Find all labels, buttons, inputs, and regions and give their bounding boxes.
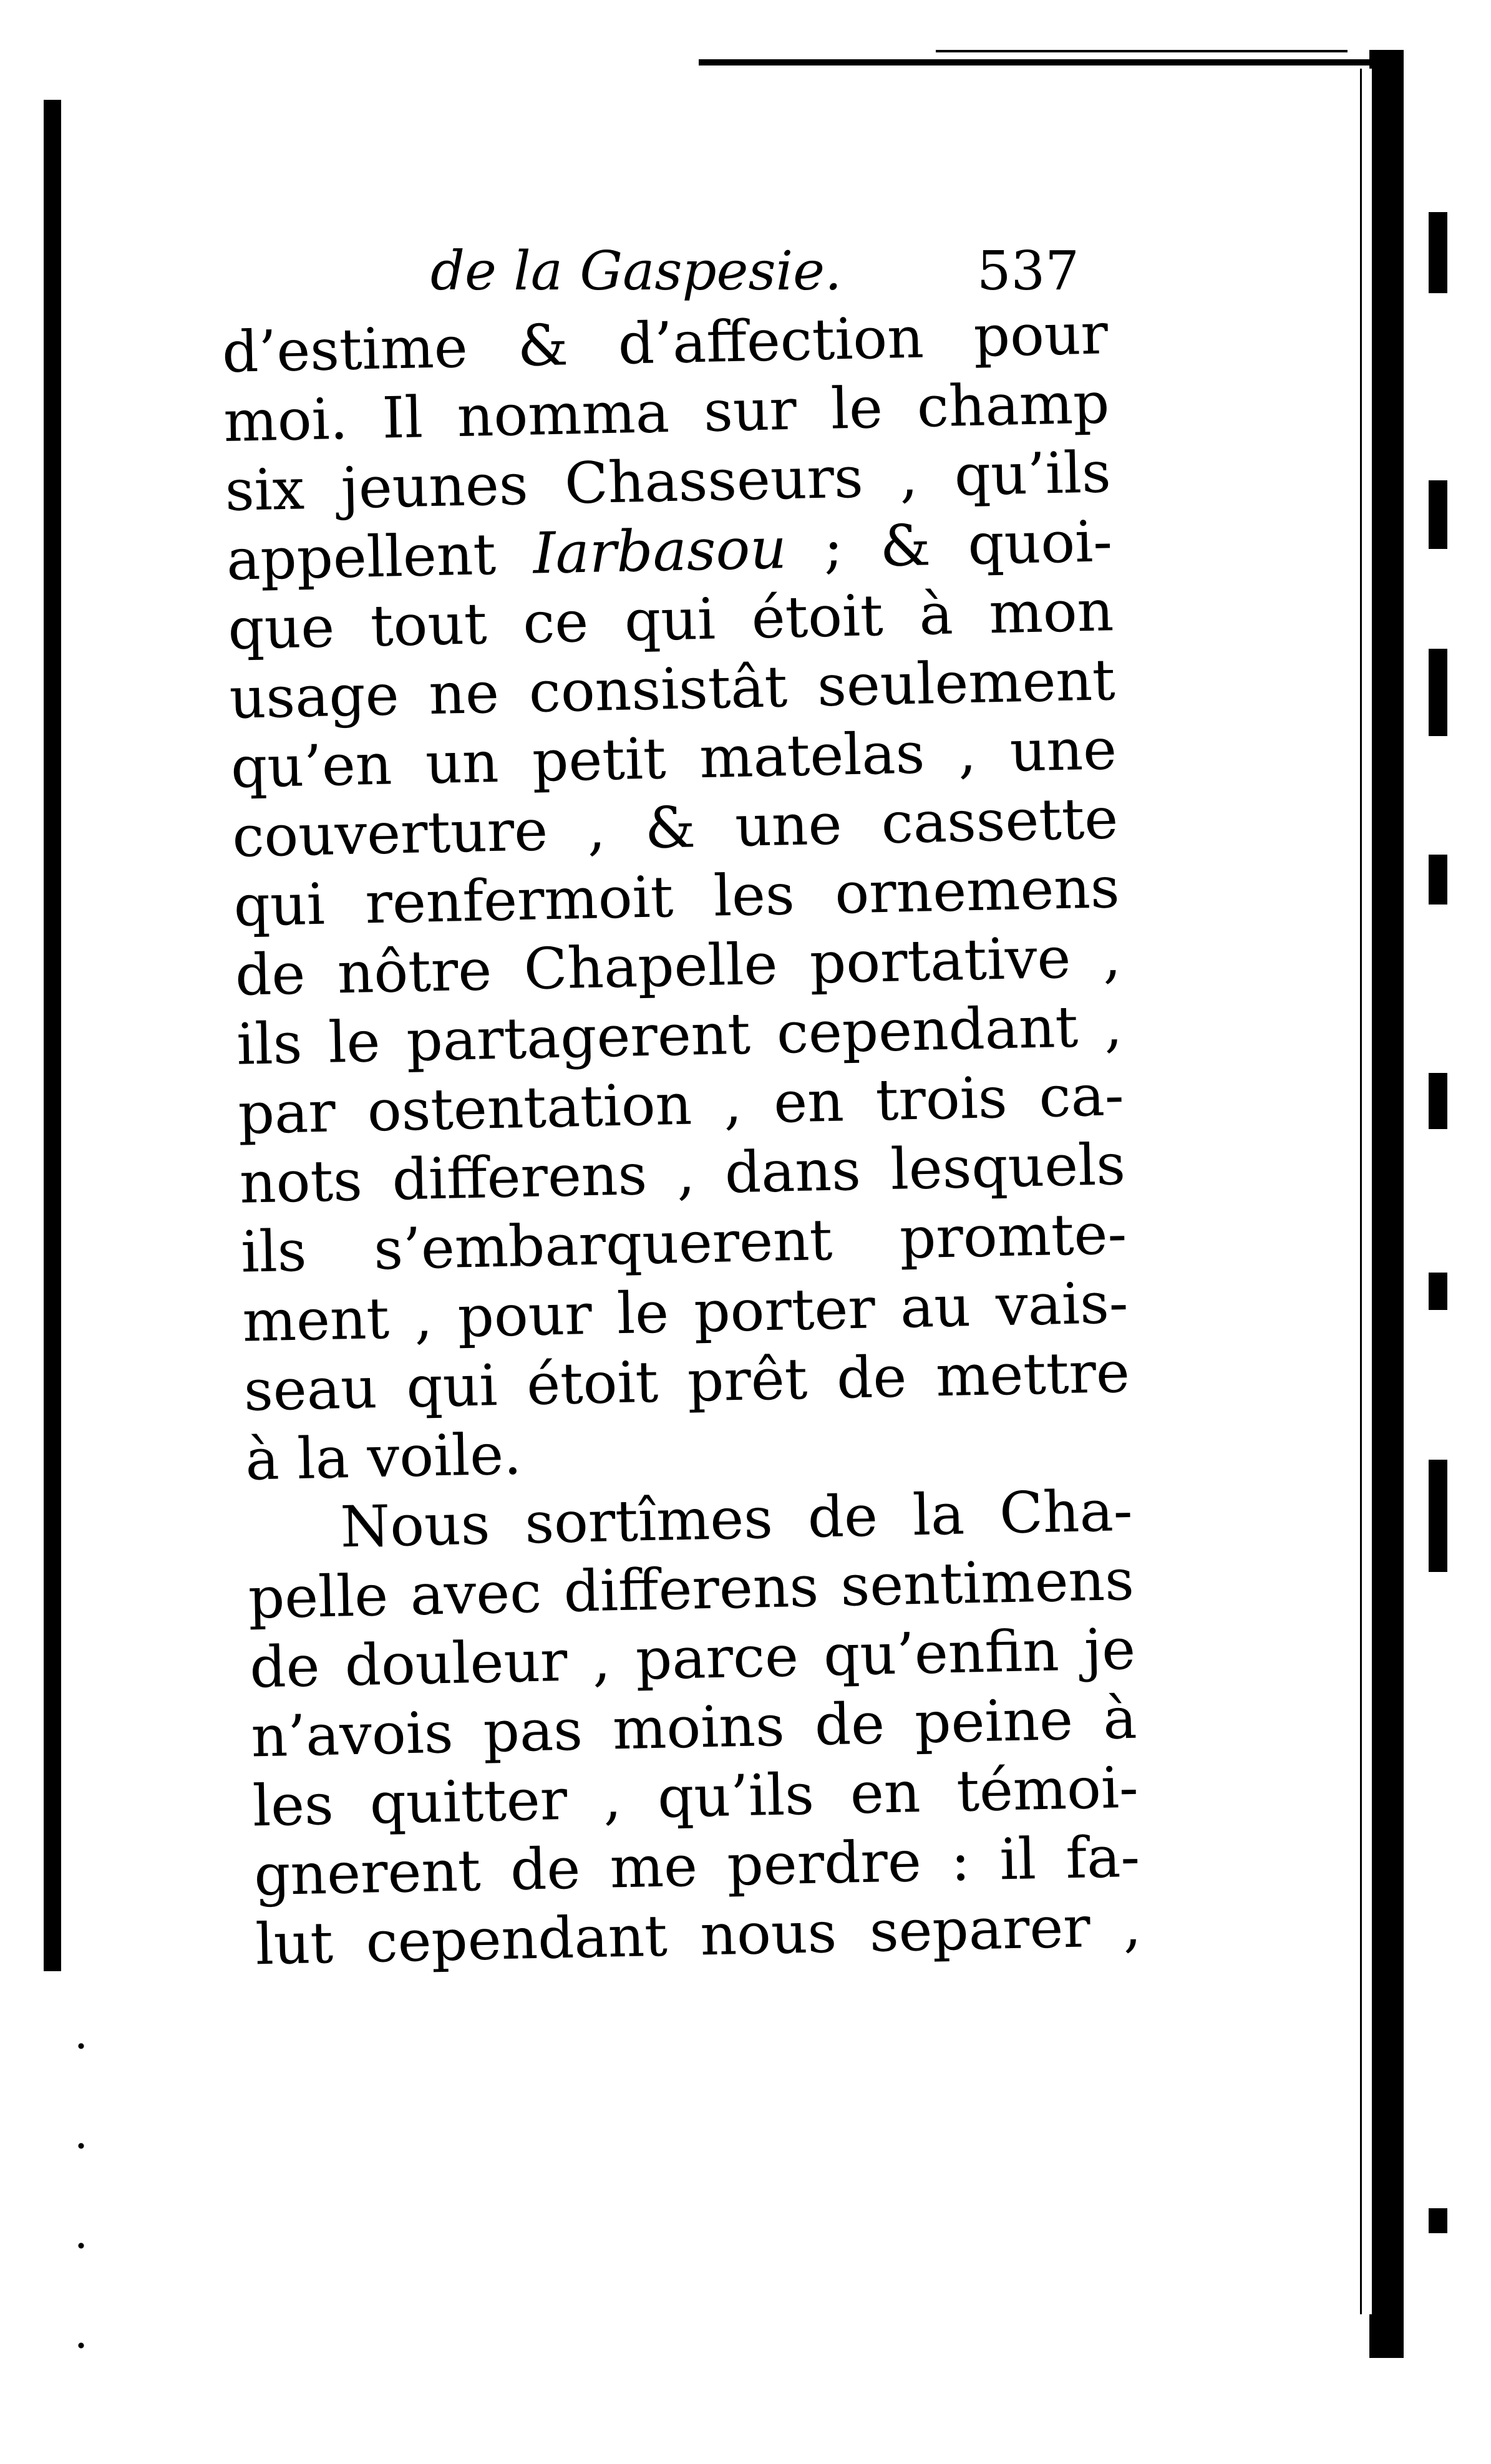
text-line: usage ne consistât seulement	[228, 648, 1116, 732]
text-line: ment , pour le porter au vais-	[241, 1270, 1129, 1355]
text-line: pelle avec differens sentimens	[247, 1547, 1135, 1632]
text-line: de douleur , parce qu’enfin je	[249, 1616, 1137, 1701]
text-line: moi. Il nomma sur le champ	[223, 371, 1110, 455]
text-line: ils le partagerent cependant ,	[236, 994, 1124, 1078]
text-line: nots differens , dans lesquels	[238, 1132, 1126, 1216]
text-line: qui renfermoit les ornemens	[233, 855, 1120, 939]
text-line: que tout ce qui étoit à mon	[227, 578, 1115, 662]
text-line: seau qui étoit prêt de mettre	[243, 1339, 1130, 1424]
text-line: à la voile.	[245, 1422, 523, 1493]
text-line: n’avois pas moins de peine à	[250, 1686, 1138, 1770]
body-text	[221, 299, 1142, 1979]
text-line: qu’en un petit matelas , une	[230, 717, 1117, 801]
text-line: Nous sortîmes de la Cha-	[339, 1478, 1134, 1561]
running-head: de la Gaspesie.	[430, 240, 842, 303]
page-header	[430, 240, 1092, 309]
text-line: ils s’embarquerent promte-	[240, 1201, 1128, 1286]
text-line: lut cependant nous separer ,	[255, 1893, 1142, 1978]
italic-word: Iarbasou	[532, 516, 787, 587]
text-segment: appellent	[226, 521, 497, 593]
top-scan-rule	[699, 59, 1372, 65]
text-segment: ; & quoi-	[785, 509, 1113, 582]
left-scan-specks	[75, 1996, 87, 2370]
right-scan-edge-marks	[1429, 212, 1447, 2271]
text-line: les quitter , qu’ils en témoi-	[251, 1755, 1139, 1840]
text-line: de nôtre Chapelle portative ,	[234, 924, 1122, 1009]
right-scan-edge-inner	[1360, 69, 1372, 2314]
text-line: gnerent de me perdre : il fa-	[253, 1824, 1141, 1909]
left-scan-edge	[44, 100, 61, 1971]
page-number: 537	[976, 240, 1079, 303]
text-line: six jeunes Chasseurs , qu’ils	[224, 440, 1112, 524]
text-line: couverture , & une cassette	[231, 786, 1119, 870]
text-line: par ostentation , en trois ca-	[237, 1062, 1125, 1147]
text-line: d’estime & d’affection pour	[221, 301, 1109, 386]
top-scan-rule-thin	[936, 50, 1348, 52]
right-scan-edge	[1369, 50, 1404, 2358]
